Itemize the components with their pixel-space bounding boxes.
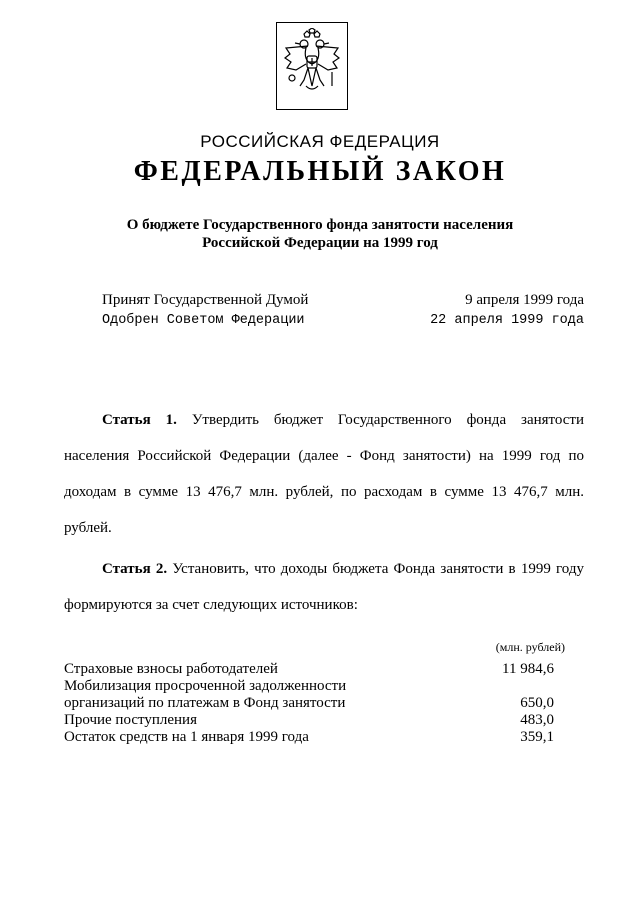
row-value: 11 984,6	[502, 661, 554, 677]
row-value: 483,0	[520, 712, 554, 728]
row-label: Мобилизация просроченной задолженности	[64, 678, 347, 694]
article-heading: Статья 2.	[102, 561, 168, 577]
adoption-date: 22 апреля 1999 года	[430, 313, 584, 328]
adoption-date: 9 апреля 1999 года	[465, 292, 584, 308]
table-unit-label: (млн. рублей)	[495, 640, 565, 654]
law-title-line: О бюджете Государственного фонда занятости населения	[126, 217, 514, 233]
income-table	[64, 661, 554, 746]
double-headed-eagle-icon	[282, 28, 342, 104]
country-heading: РОССИЙСКАЯ ФЕДЕРАЦИЯ	[200, 132, 440, 151]
row-label: организаций по платежам в Фонд занятости	[64, 695, 346, 711]
adoption-label: Одобрен Советом Федерации	[102, 313, 305, 328]
table-row	[64, 678, 554, 695]
law-title	[0, 216, 640, 252]
row-label: Прочие поступления	[64, 712, 197, 728]
coat-of-arms-emblem	[276, 22, 348, 110]
table-row	[64, 695, 554, 712]
article-1	[64, 402, 584, 546]
row-value: 650,0	[520, 695, 554, 711]
row-value: 359,1	[520, 729, 554, 745]
article-text: Утвердить бюджет Государственного фонда занятости населения Российской Федерации (далее - Фонд занятости) на 1999 год по доходам в сумме 13 476,7 млн. рублей, по расходам в сумме 13 476,7 млн. рублей.	[64, 412, 584, 536]
document-type-heading: ФЕДЕРАЛЬНЫЙ ЗАКОН	[133, 156, 507, 187]
adoption-label: Принят Государственной Думой	[102, 292, 309, 308]
row-label: Страховые взносы работодателей	[64, 661, 278, 677]
table-row	[64, 712, 554, 729]
table-row	[64, 661, 554, 678]
article-2	[64, 551, 584, 623]
row-label: Остаток средств на 1 января 1999 года	[64, 729, 309, 745]
article-heading: Статья 1.	[102, 412, 177, 428]
table-row	[64, 729, 554, 746]
law-title-line: Российской Федерации на 1999 год	[202, 235, 438, 251]
article-text: Установить, что доходы бюджета Фонда занятости в 1999 году формируются за счет следующих источников:	[64, 561, 584, 613]
